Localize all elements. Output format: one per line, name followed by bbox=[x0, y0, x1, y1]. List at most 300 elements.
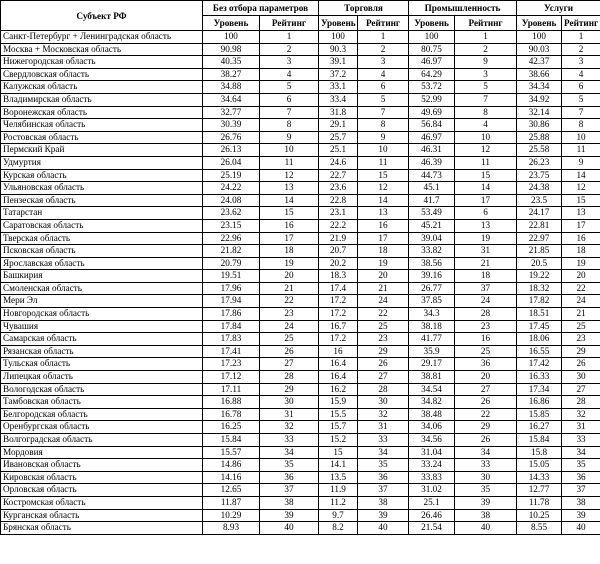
services-rating-cell: 17 bbox=[562, 219, 600, 232]
trade-rating-cell: 19 bbox=[358, 257, 409, 270]
all-level-cell: 26.76 bbox=[203, 131, 260, 144]
trade-level-cell: 22.7 bbox=[319, 169, 358, 182]
trade-level-cell: 9.7 bbox=[319, 509, 358, 522]
industry-rating-cell: 2 bbox=[455, 43, 517, 56]
services-level-cell: 15.8 bbox=[517, 446, 562, 459]
all-level-cell: 21.82 bbox=[203, 245, 260, 258]
services-rating-cell: 34 bbox=[562, 446, 600, 459]
services-level-cell: 26.23 bbox=[517, 156, 562, 169]
trade-level-cell: 21.9 bbox=[319, 232, 358, 245]
region-name-cell: Смоленская область bbox=[1, 282, 203, 295]
services-level-cell: 10.25 bbox=[517, 509, 562, 522]
table-row bbox=[1, 496, 600, 509]
trade-rating-cell: 31 bbox=[358, 421, 409, 434]
all-level-cell: 17.96 bbox=[203, 282, 260, 295]
trade-rating-cell: 10 bbox=[358, 144, 409, 157]
trade-level-cell: 100 bbox=[319, 31, 358, 44]
region-name-cell: Самарская область bbox=[1, 333, 203, 346]
services-rating-cell: 36 bbox=[562, 471, 600, 484]
services-level-cell: 17.82 bbox=[517, 295, 562, 308]
header-group-row bbox=[1, 1, 600, 16]
table-row bbox=[1, 31, 600, 44]
services-rating-cell: 6 bbox=[562, 81, 600, 94]
trade-rating-cell: 24 bbox=[358, 295, 409, 308]
all-rating-cell: 2 bbox=[260, 43, 319, 56]
services-rating-cell: 21 bbox=[562, 308, 600, 321]
trade-rating-cell: 20 bbox=[358, 270, 409, 283]
all-rating-cell: 9 bbox=[260, 131, 319, 144]
trade-rating-cell: 29 bbox=[358, 345, 409, 358]
all-level-cell: 10.29 bbox=[203, 509, 260, 522]
table-row bbox=[1, 358, 600, 371]
industry-level-cell: 29.17 bbox=[409, 358, 455, 371]
table-row bbox=[1, 144, 600, 157]
trade-level-cell: 15.7 bbox=[319, 421, 358, 434]
services-level-cell: 14.33 bbox=[517, 471, 562, 484]
trade-rating-cell: 6 bbox=[358, 81, 409, 94]
industry-rating-cell: 14 bbox=[455, 182, 517, 195]
industry-rating-cell: 9 bbox=[455, 56, 517, 69]
services-level-cell: 18.32 bbox=[517, 282, 562, 295]
industry-rating-cell: 26 bbox=[455, 396, 517, 409]
all-level-cell: 17.84 bbox=[203, 320, 260, 333]
industry-level-cell: 46.97 bbox=[409, 56, 455, 69]
region-name-cell: Волгоградская область bbox=[1, 434, 203, 447]
header-subject: Субъект РФ bbox=[1, 1, 203, 31]
industry-level-cell: 46.39 bbox=[409, 156, 455, 169]
all-level-cell: 22.96 bbox=[203, 232, 260, 245]
services-rating-cell: 15 bbox=[562, 194, 600, 207]
industry-level-cell: 34.3 bbox=[409, 308, 455, 321]
region-name-cell: Новгородская область bbox=[1, 308, 203, 321]
table-row bbox=[1, 471, 600, 484]
region-name-cell: Рязанская область bbox=[1, 345, 203, 358]
services-level-cell: 16.55 bbox=[517, 345, 562, 358]
services-level-cell: 17.45 bbox=[517, 320, 562, 333]
industry-rating-cell: 13 bbox=[455, 219, 517, 232]
table-row bbox=[1, 169, 600, 182]
industry-rating-cell: 29 bbox=[455, 421, 517, 434]
industry-level-cell: 35.9 bbox=[409, 345, 455, 358]
all-rating-cell: 17 bbox=[260, 232, 319, 245]
trade-level-cell: 29.1 bbox=[319, 119, 358, 132]
services-rating-cell: 10 bbox=[562, 131, 600, 144]
services-level-cell: 100 bbox=[517, 31, 562, 44]
industry-rating-cell: 10 bbox=[455, 131, 517, 144]
industry-level-cell: 31.04 bbox=[409, 446, 455, 459]
industry-level-cell: 64.29 bbox=[409, 68, 455, 81]
all-rating-cell: 16 bbox=[260, 219, 319, 232]
region-name-cell: Тульская область bbox=[1, 358, 203, 371]
header-level: Уровень bbox=[203, 16, 260, 31]
services-level-cell: 16.33 bbox=[517, 371, 562, 384]
industry-rating-cell: 11 bbox=[455, 156, 517, 169]
trade-level-cell: 15.2 bbox=[319, 434, 358, 447]
industry-rating-cell: 3 bbox=[455, 68, 517, 81]
industry-level-cell: 38.18 bbox=[409, 320, 455, 333]
trade-rating-cell: 33 bbox=[358, 434, 409, 447]
trade-rating-cell: 14 bbox=[358, 194, 409, 207]
industry-level-cell: 56.84 bbox=[409, 119, 455, 132]
region-name-cell: Курская область bbox=[1, 169, 203, 182]
all-rating-cell: 12 bbox=[260, 169, 319, 182]
trade-rating-cell: 3 bbox=[358, 56, 409, 69]
region-name-cell: Удмуртия bbox=[1, 156, 203, 169]
region-name-cell: Чувашия bbox=[1, 320, 203, 333]
all-rating-cell: 8 bbox=[260, 119, 319, 132]
region-name-cell: Мордовия bbox=[1, 446, 203, 459]
trade-rating-cell: 26 bbox=[358, 358, 409, 371]
header-group-trade: Торговля bbox=[319, 1, 409, 16]
industry-level-cell: 33.83 bbox=[409, 471, 455, 484]
header-level: Уровень bbox=[517, 16, 562, 31]
all-rating-cell: 21 bbox=[260, 282, 319, 295]
industry-rating-cell: 26 bbox=[455, 434, 517, 447]
services-level-cell: 18.51 bbox=[517, 308, 562, 321]
trade-level-cell: 22.2 bbox=[319, 219, 358, 232]
industry-level-cell: 31.02 bbox=[409, 484, 455, 497]
industry-rating-cell: 35 bbox=[455, 484, 517, 497]
services-rating-cell: 24 bbox=[562, 295, 600, 308]
industry-rating-cell: 30 bbox=[455, 471, 517, 484]
services-level-cell: 16.86 bbox=[517, 396, 562, 409]
trade-level-cell: 90.3 bbox=[319, 43, 358, 56]
trade-level-cell: 17.2 bbox=[319, 333, 358, 346]
all-rating-cell: 13 bbox=[260, 182, 319, 195]
all-level-cell: 34.64 bbox=[203, 93, 260, 106]
trade-level-cell: 8.2 bbox=[319, 522, 358, 535]
all-level-cell: 11.87 bbox=[203, 496, 260, 509]
services-level-cell: 25.88 bbox=[517, 131, 562, 144]
all-rating-cell: 38 bbox=[260, 496, 319, 509]
trade-rating-cell: 5 bbox=[358, 93, 409, 106]
industry-rating-cell: 38 bbox=[455, 509, 517, 522]
industry-level-cell: 21.54 bbox=[409, 522, 455, 535]
trade-rating-cell: 16 bbox=[358, 219, 409, 232]
services-rating-cell: 19 bbox=[562, 257, 600, 270]
trade-level-cell: 17.2 bbox=[319, 295, 358, 308]
industry-level-cell: 26.46 bbox=[409, 509, 455, 522]
header-rating: Рейтинг bbox=[358, 16, 409, 31]
services-rating-cell: 11 bbox=[562, 144, 600, 157]
all-rating-cell: 33 bbox=[260, 434, 319, 447]
trade-rating-cell: 35 bbox=[358, 459, 409, 472]
services-level-cell: 15.84 bbox=[517, 434, 562, 447]
services-level-cell: 11.78 bbox=[517, 496, 562, 509]
industry-level-cell: 25.1 bbox=[409, 496, 455, 509]
services-rating-cell: 9 bbox=[562, 156, 600, 169]
services-rating-cell: 3 bbox=[562, 56, 600, 69]
services-level-cell: 22.97 bbox=[517, 232, 562, 245]
trade-level-cell: 15.9 bbox=[319, 396, 358, 409]
all-level-cell: 23.15 bbox=[203, 219, 260, 232]
region-name-cell: Тамбовская область bbox=[1, 396, 203, 409]
industry-rating-cell: 21 bbox=[455, 257, 517, 270]
table-row bbox=[1, 396, 600, 409]
region-name-cell: Пермский Край bbox=[1, 144, 203, 157]
services-level-cell: 38.66 bbox=[517, 68, 562, 81]
header-level: Уровень bbox=[409, 16, 455, 31]
table-row bbox=[1, 245, 600, 258]
services-level-cell: 30.86 bbox=[517, 119, 562, 132]
trade-level-cell: 23.1 bbox=[319, 207, 358, 220]
services-level-cell: 32.14 bbox=[517, 106, 562, 119]
all-level-cell: 40.35 bbox=[203, 56, 260, 69]
trade-rating-cell: 12 bbox=[358, 182, 409, 195]
region-name-cell: Нижегородская область bbox=[1, 56, 203, 69]
trade-level-cell: 16 bbox=[319, 345, 358, 358]
services-level-cell: 23.5 bbox=[517, 194, 562, 207]
trade-level-cell: 16.4 bbox=[319, 371, 358, 384]
trade-rating-cell: 8 bbox=[358, 119, 409, 132]
all-level-cell: 17.41 bbox=[203, 345, 260, 358]
trade-level-cell: 33.1 bbox=[319, 81, 358, 94]
all-level-cell: 25.19 bbox=[203, 169, 260, 182]
table-row bbox=[1, 56, 600, 69]
trade-rating-cell: 23 bbox=[358, 333, 409, 346]
trade-level-cell: 39.1 bbox=[319, 56, 358, 69]
services-rating-cell: 23 bbox=[562, 333, 600, 346]
services-rating-cell: 1 bbox=[562, 31, 600, 44]
table-row bbox=[1, 509, 600, 522]
services-level-cell: 21.85 bbox=[517, 245, 562, 258]
services-rating-cell: 30 bbox=[562, 371, 600, 384]
industry-level-cell: 53.49 bbox=[409, 207, 455, 220]
header-rating: Рейтинг bbox=[260, 16, 319, 31]
trade-rating-cell: 1 bbox=[358, 31, 409, 44]
trade-rating-cell: 2 bbox=[358, 43, 409, 56]
region-name-cell: Татарстан bbox=[1, 207, 203, 220]
table-row bbox=[1, 232, 600, 245]
services-level-cell: 8.55 bbox=[517, 522, 562, 535]
services-rating-cell: 26 bbox=[562, 358, 600, 371]
region-name-cell: Мери Эл bbox=[1, 295, 203, 308]
industry-level-cell: 45.1 bbox=[409, 182, 455, 195]
services-rating-cell: 38 bbox=[562, 496, 600, 509]
trade-rating-cell: 32 bbox=[358, 408, 409, 421]
trade-level-cell: 20.2 bbox=[319, 257, 358, 270]
region-name-cell: Липецкая область bbox=[1, 371, 203, 384]
header-rating: Рейтинг bbox=[562, 16, 600, 31]
trade-rating-cell: 9 bbox=[358, 131, 409, 144]
industry-rating-cell: 37 bbox=[455, 282, 517, 295]
trade-level-cell: 11.9 bbox=[319, 484, 358, 497]
region-name-cell: Ростовская область bbox=[1, 131, 203, 144]
all-rating-cell: 3 bbox=[260, 56, 319, 69]
industry-level-cell: 34.06 bbox=[409, 421, 455, 434]
services-level-cell: 34.92 bbox=[517, 93, 562, 106]
all-rating-cell: 25 bbox=[260, 333, 319, 346]
trade-rating-cell: 15 bbox=[358, 169, 409, 182]
industry-rating-cell: 20 bbox=[455, 371, 517, 384]
trade-rating-cell: 7 bbox=[358, 106, 409, 119]
region-name-cell: Свердловская область bbox=[1, 68, 203, 81]
industry-rating-cell: 39 bbox=[455, 496, 517, 509]
industry-rating-cell: 40 bbox=[455, 522, 517, 535]
industry-level-cell: 37.85 bbox=[409, 295, 455, 308]
table-row bbox=[1, 207, 600, 220]
table-row bbox=[1, 522, 600, 535]
trade-rating-cell: 4 bbox=[358, 68, 409, 81]
all-level-cell: 17.86 bbox=[203, 308, 260, 321]
services-level-cell: 18.06 bbox=[517, 333, 562, 346]
table-row bbox=[1, 371, 600, 384]
all-rating-cell: 22 bbox=[260, 295, 319, 308]
all-rating-cell: 36 bbox=[260, 471, 319, 484]
industry-rating-cell: 23 bbox=[455, 320, 517, 333]
all-rating-cell: 24 bbox=[260, 320, 319, 333]
all-rating-cell: 40 bbox=[260, 522, 319, 535]
industry-rating-cell: 17 bbox=[455, 194, 517, 207]
trade-rating-cell: 18 bbox=[358, 245, 409, 258]
all-rating-cell: 15 bbox=[260, 207, 319, 220]
services-rating-cell: 39 bbox=[562, 509, 600, 522]
all-rating-cell: 18 bbox=[260, 245, 319, 258]
all-rating-cell: 39 bbox=[260, 509, 319, 522]
table-row bbox=[1, 257, 600, 270]
industry-rating-cell: 27 bbox=[455, 383, 517, 396]
industry-rating-cell: 1 bbox=[455, 31, 517, 44]
services-rating-cell: 35 bbox=[562, 459, 600, 472]
all-rating-cell: 11 bbox=[260, 156, 319, 169]
table-row bbox=[1, 119, 600, 132]
trade-rating-cell: 13 bbox=[358, 207, 409, 220]
trade-rating-cell: 11 bbox=[358, 156, 409, 169]
all-rating-cell: 37 bbox=[260, 484, 319, 497]
trade-level-cell: 16.2 bbox=[319, 383, 358, 396]
industry-rating-cell: 6 bbox=[455, 207, 517, 220]
all-level-cell: 8.93 bbox=[203, 522, 260, 535]
services-rating-cell: 13 bbox=[562, 207, 600, 220]
industry-level-cell: 34.82 bbox=[409, 396, 455, 409]
services-rating-cell: 16 bbox=[562, 232, 600, 245]
industry-level-cell: 39.04 bbox=[409, 232, 455, 245]
services-rating-cell: 31 bbox=[562, 421, 600, 434]
region-name-cell: Владимирская область bbox=[1, 93, 203, 106]
services-level-cell: 12.77 bbox=[517, 484, 562, 497]
trade-level-cell: 17.2 bbox=[319, 308, 358, 321]
trade-level-cell: 11.2 bbox=[319, 496, 358, 509]
table-row bbox=[1, 68, 600, 81]
services-level-cell: 15.05 bbox=[517, 459, 562, 472]
industry-rating-cell: 18 bbox=[455, 270, 517, 283]
services-level-cell: 20.5 bbox=[517, 257, 562, 270]
all-level-cell: 32.77 bbox=[203, 106, 260, 119]
industry-level-cell: 39.16 bbox=[409, 270, 455, 283]
industry-level-cell: 38.56 bbox=[409, 257, 455, 270]
industry-rating-cell: 34 bbox=[455, 446, 517, 459]
trade-level-cell: 14.1 bbox=[319, 459, 358, 472]
all-level-cell: 23.62 bbox=[203, 207, 260, 220]
services-rating-cell: 5 bbox=[562, 93, 600, 106]
all-level-cell: 17.11 bbox=[203, 383, 260, 396]
industry-level-cell: 33.82 bbox=[409, 245, 455, 258]
region-name-cell: Псковская область bbox=[1, 245, 203, 258]
all-rating-cell: 10 bbox=[260, 144, 319, 157]
region-name-cell: Тверская область bbox=[1, 232, 203, 245]
industry-rating-cell: 28 bbox=[455, 308, 517, 321]
table-row bbox=[1, 93, 600, 106]
trade-level-cell: 13.5 bbox=[319, 471, 358, 484]
all-level-cell: 26.04 bbox=[203, 156, 260, 169]
all-level-cell: 14.86 bbox=[203, 459, 260, 472]
services-level-cell: 22.81 bbox=[517, 219, 562, 232]
all-rating-cell: 34 bbox=[260, 446, 319, 459]
table-row bbox=[1, 282, 600, 295]
all-level-cell: 100 bbox=[203, 31, 260, 44]
table-row bbox=[1, 194, 600, 207]
trade-level-cell: 15.5 bbox=[319, 408, 358, 421]
industry-rating-cell: 25 bbox=[455, 345, 517, 358]
industry-rating-cell: 19 bbox=[455, 232, 517, 245]
industry-level-cell: 41.7 bbox=[409, 194, 455, 207]
industry-rating-cell: 36 bbox=[455, 358, 517, 371]
table-row bbox=[1, 156, 600, 169]
industry-level-cell: 38.81 bbox=[409, 371, 455, 384]
region-name-cell: Башкирия bbox=[1, 270, 203, 283]
services-level-cell: 24.38 bbox=[517, 182, 562, 195]
all-level-cell: 12.65 bbox=[203, 484, 260, 497]
table-row bbox=[1, 219, 600, 232]
industry-level-cell: 41.77 bbox=[409, 333, 455, 346]
trade-level-cell: 31.8 bbox=[319, 106, 358, 119]
all-rating-cell: 20 bbox=[260, 270, 319, 283]
table-row bbox=[1, 43, 600, 56]
services-rating-cell: 20 bbox=[562, 270, 600, 283]
services-rating-cell: 8 bbox=[562, 119, 600, 132]
services-rating-cell: 37 bbox=[562, 484, 600, 497]
all-level-cell: 20.79 bbox=[203, 257, 260, 270]
all-rating-cell: 30 bbox=[260, 396, 319, 409]
services-level-cell: 90.03 bbox=[517, 43, 562, 56]
all-rating-cell: 6 bbox=[260, 93, 319, 106]
trade-rating-cell: 40 bbox=[358, 522, 409, 535]
industry-rating-cell: 24 bbox=[455, 295, 517, 308]
industry-level-cell: 46.97 bbox=[409, 131, 455, 144]
all-level-cell: 26.13 bbox=[203, 144, 260, 157]
services-level-cell: 25.58 bbox=[517, 144, 562, 157]
all-level-cell: 34.88 bbox=[203, 81, 260, 94]
industry-rating-cell: 33 bbox=[455, 459, 517, 472]
all-level-cell: 17.94 bbox=[203, 295, 260, 308]
all-rating-cell: 23 bbox=[260, 308, 319, 321]
region-name-cell: Воронежская область bbox=[1, 106, 203, 119]
all-level-cell: 14.16 bbox=[203, 471, 260, 484]
services-rating-cell: 7 bbox=[562, 106, 600, 119]
trade-rating-cell: 17 bbox=[358, 232, 409, 245]
region-name-cell: Белгородская область bbox=[1, 408, 203, 421]
industry-rating-cell: 22 bbox=[455, 408, 517, 421]
all-rating-cell: 32 bbox=[260, 421, 319, 434]
table-row bbox=[1, 295, 600, 308]
table-row bbox=[1, 320, 600, 333]
industry-level-cell: 26.77 bbox=[409, 282, 455, 295]
trade-level-cell: 18.3 bbox=[319, 270, 358, 283]
region-name-cell: Калужская область bbox=[1, 81, 203, 94]
trade-level-cell: 16.7 bbox=[319, 320, 358, 333]
region-name-cell: Саратовская область bbox=[1, 219, 203, 232]
services-rating-cell: 27 bbox=[562, 383, 600, 396]
all-rating-cell: 27 bbox=[260, 358, 319, 371]
all-rating-cell: 1 bbox=[260, 31, 319, 44]
all-level-cell: 90.98 bbox=[203, 43, 260, 56]
trade-level-cell: 37.2 bbox=[319, 68, 358, 81]
header-group-all: Без отбора параметров bbox=[203, 1, 319, 16]
all-level-cell: 17.12 bbox=[203, 371, 260, 384]
industry-rating-cell: 16 bbox=[455, 333, 517, 346]
services-level-cell: 34.34 bbox=[517, 81, 562, 94]
all-level-cell: 38.27 bbox=[203, 68, 260, 81]
